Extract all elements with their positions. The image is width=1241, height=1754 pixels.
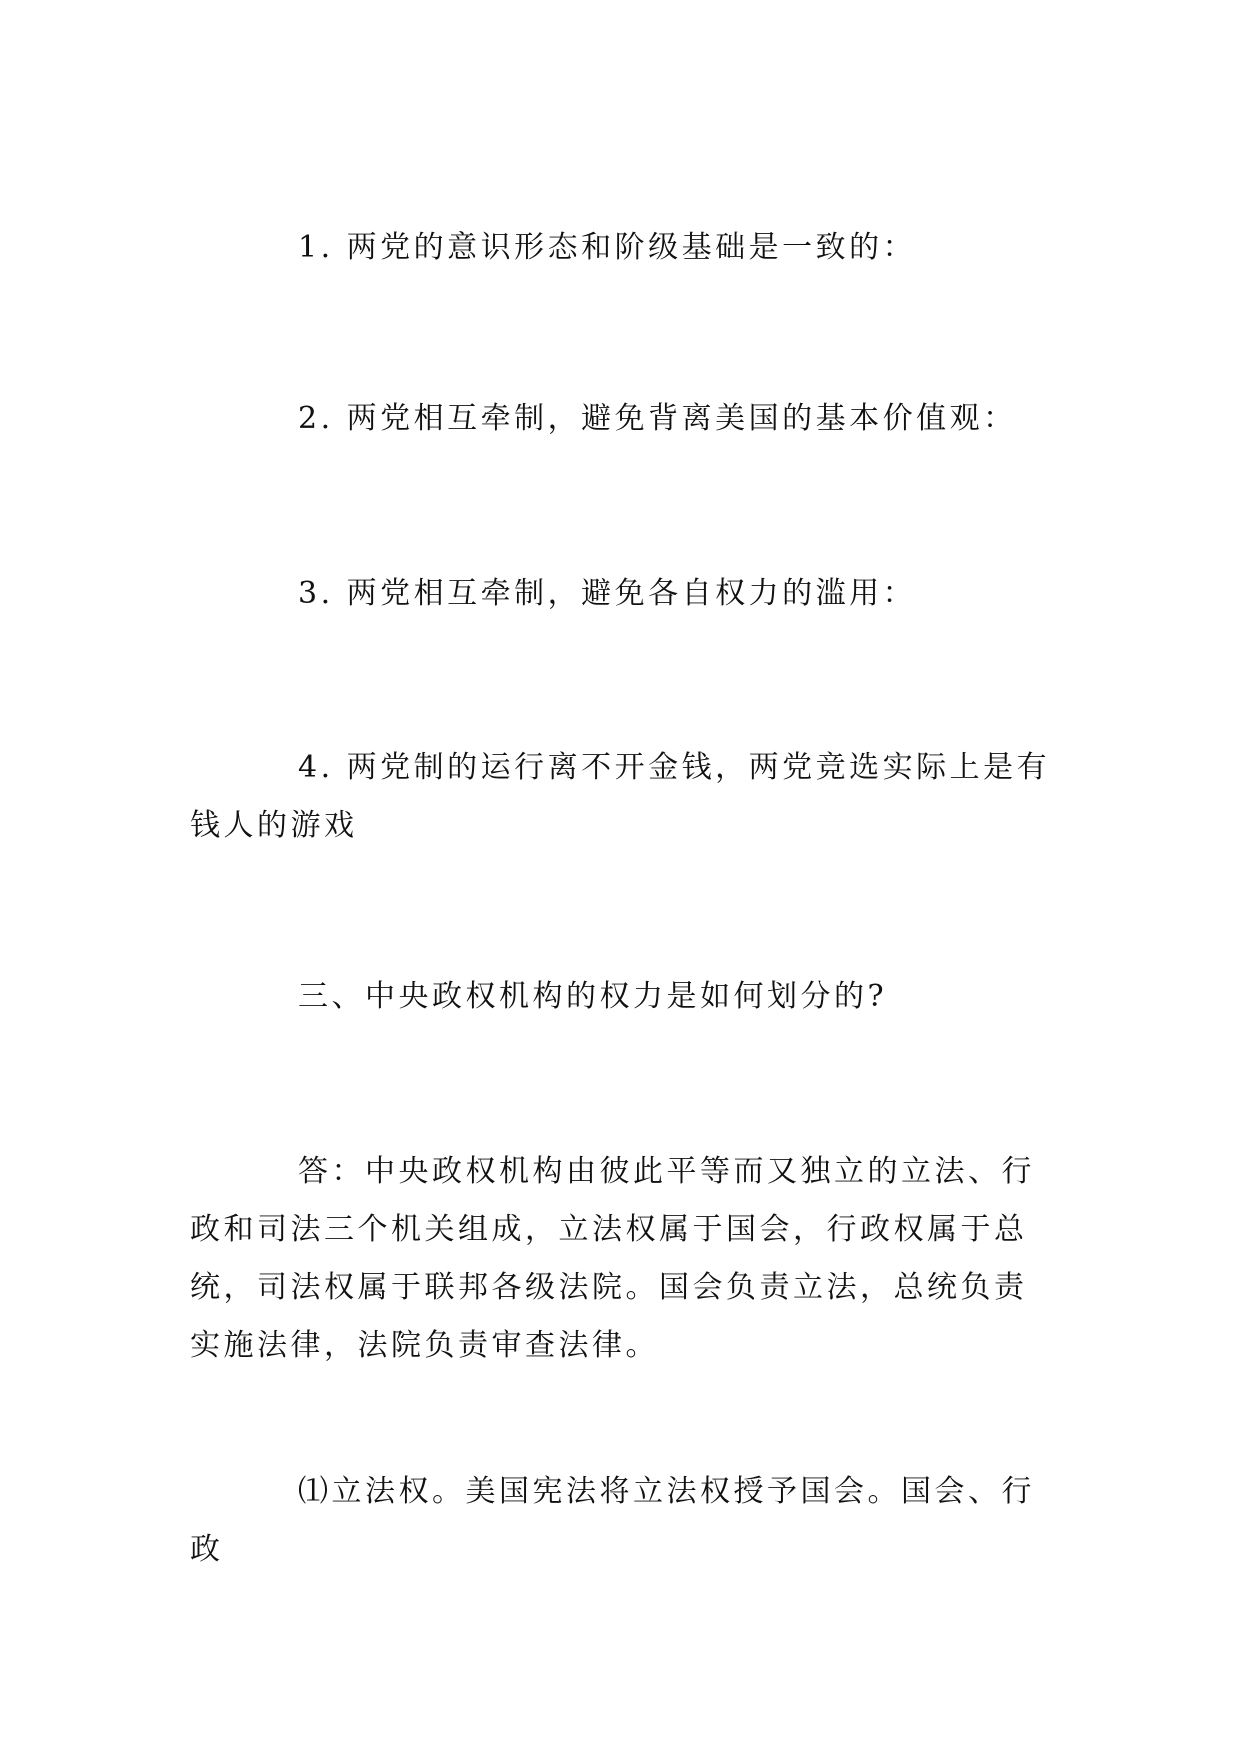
- list-item-3: 3. 两党相互牵制，避免各自权力的滥用：: [298, 576, 917, 611]
- answer-paragraph: 答：中央政权机构由彼此平等而又独立的立法、行政和司法三个机关组成，立法权属于国会，行政权属于总统，司法权属于联邦各级法院。国会负责立法，总统负责实施法律，法院负责审查法律。: [190, 1154, 1035, 1363]
- legislative-power-paragraph: ⑴立法权。美国宪法将立法权授予国会。国会、行政: [190, 1474, 1035, 1567]
- list-item-1: 1. 两党的意识形态和阶级基础是一致的：: [298, 230, 917, 265]
- list-item-4: 4. 两党制的运行离不开金钱，两党竞选实际上是有钱人的游戏: [190, 750, 1051, 843]
- section-heading: 三、中央政权机构的权力是如何划分的?: [298, 979, 888, 1014]
- list-item-2: 2. 两党相互牵制，避免背离美国的基本价值观：: [298, 401, 1017, 436]
